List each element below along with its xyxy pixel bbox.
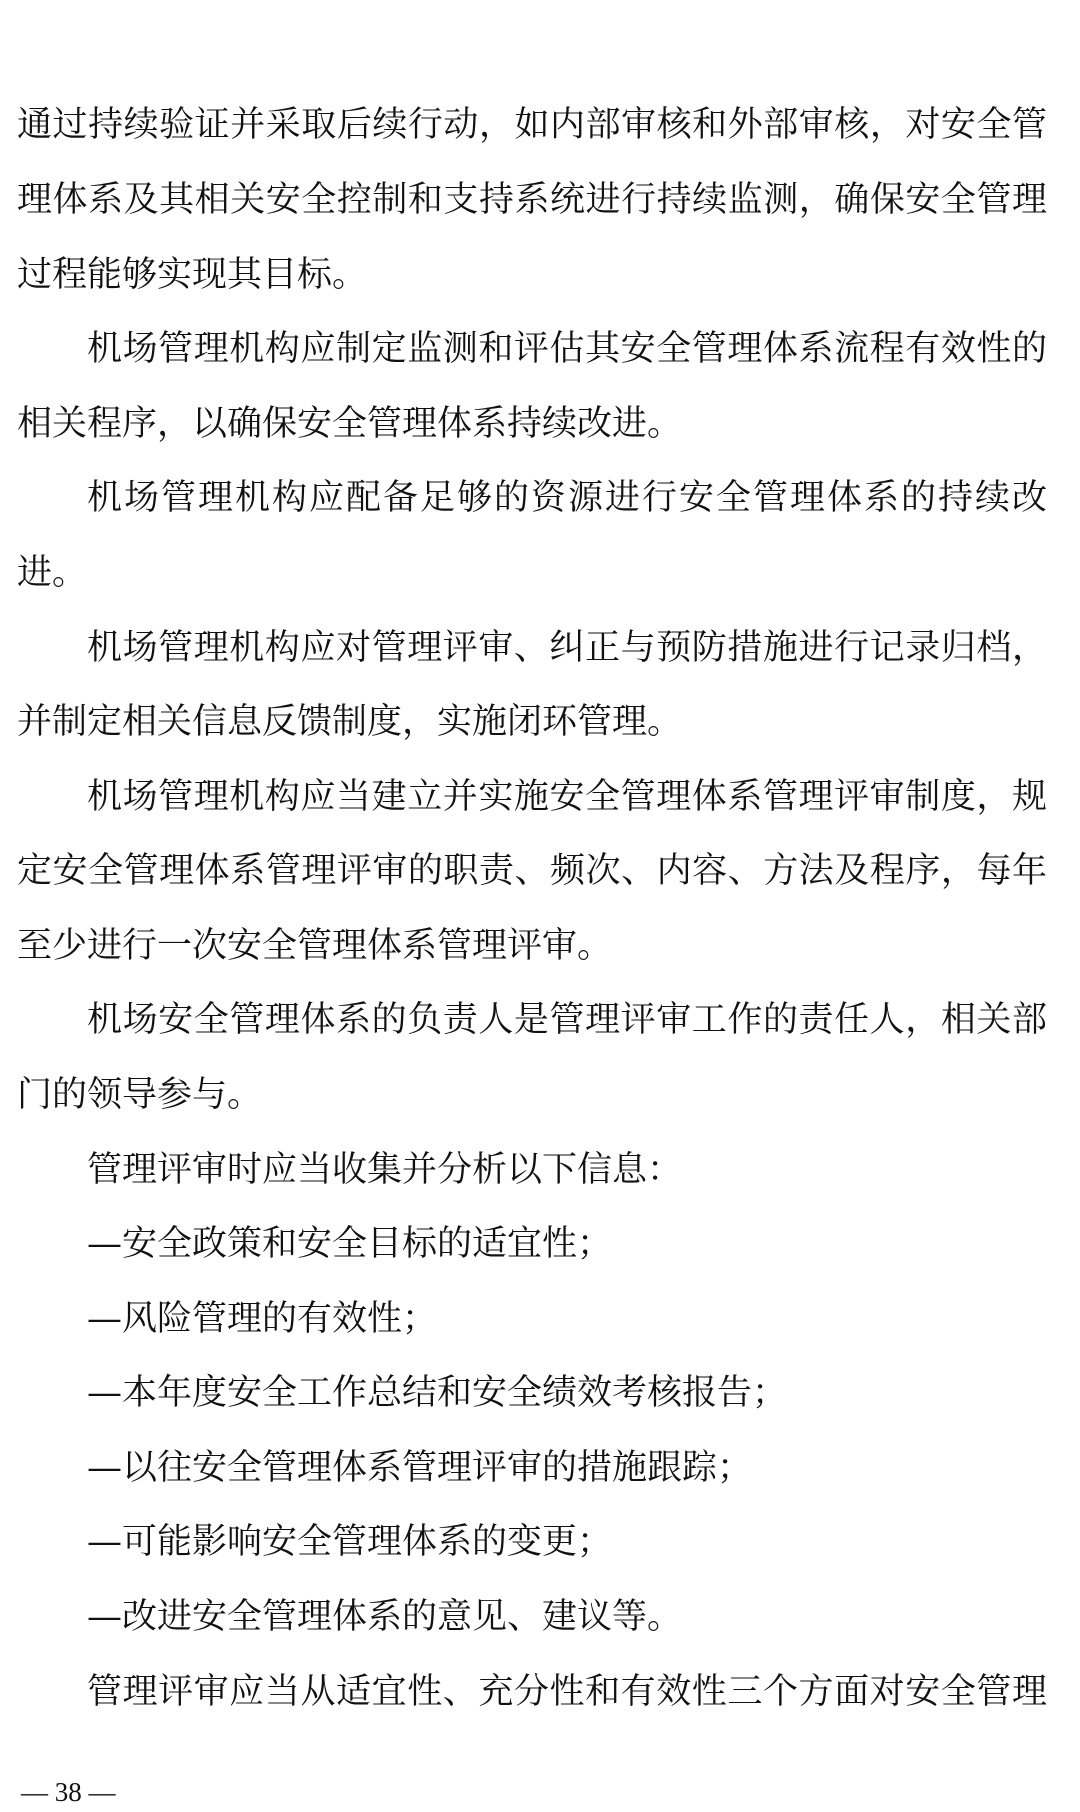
text-line-16: 管理评审应当从适宜性、充分性和有效性三个方面对安全管理 <box>87 1672 1047 1712</box>
text-line-1: 通过持续验证并采取后续行动，如内部审核和外部审核，对安全管 <box>17 105 1047 145</box>
text-line-4: 机场管理机构应制定监测和评估其安全管理体系流程有效性的 <box>87 329 1047 369</box>
text-line-2: 理体系及其相关安全控制和支持系统进行持续监测，确保安全管理 <box>17 180 1047 220</box>
text-line-10: 机场管理机构应当建立并实施安全管理体系管理评审制度，规 <box>87 777 1047 817</box>
text-line-14: 门的领导参与。 <box>17 1075 263 1115</box>
bullet-line-1: —安全政策和安全目标的适宜性； <box>87 1224 613 1264</box>
text-line-11: 定安全管理体系管理评审的职责、频次、内容、方法及程序，每年 <box>17 851 1047 891</box>
text-line-3: 过程能够实现其目标。 <box>17 255 368 295</box>
bullet-line-2: —风险管理的有效性； <box>87 1299 438 1339</box>
bullet-line-6: —改进安全管理体系的意见、建议等。 <box>87 1597 683 1637</box>
bullet-line-3: —本年度安全工作总结和安全绩效考核报告； <box>87 1373 788 1413</box>
page-number: — 38 — <box>21 1777 116 1807</box>
text-line-12: 至少进行一次安全管理体系管理评审。 <box>17 926 613 966</box>
text-line-5: 相关程序，以确保安全管理体系持续改进。 <box>17 404 683 444</box>
text-line-13: 机场安全管理体系的负责人是管理评审工作的责任人，相关部 <box>87 1000 1047 1040</box>
text-line-7: 进。 <box>17 553 88 593</box>
text-line-6: 机场管理机构应配备足够的资源进行安全管理体系的持续改 <box>87 478 1047 518</box>
bullet-line-5: —可能影响安全管理体系的变更； <box>87 1522 613 1562</box>
text-line-15: 管理评审时应当收集并分析以下信息： <box>87 1150 683 1190</box>
bullet-line-4: —以往安全管理体系管理评审的措施跟踪； <box>87 1448 753 1488</box>
text-line-9: 并制定相关信息反馈制度，实施闭环管理。 <box>17 702 683 742</box>
text-line-8: 机场管理机构应对管理评审、纠正与预防措施进行记录归档， <box>87 628 1047 668</box>
